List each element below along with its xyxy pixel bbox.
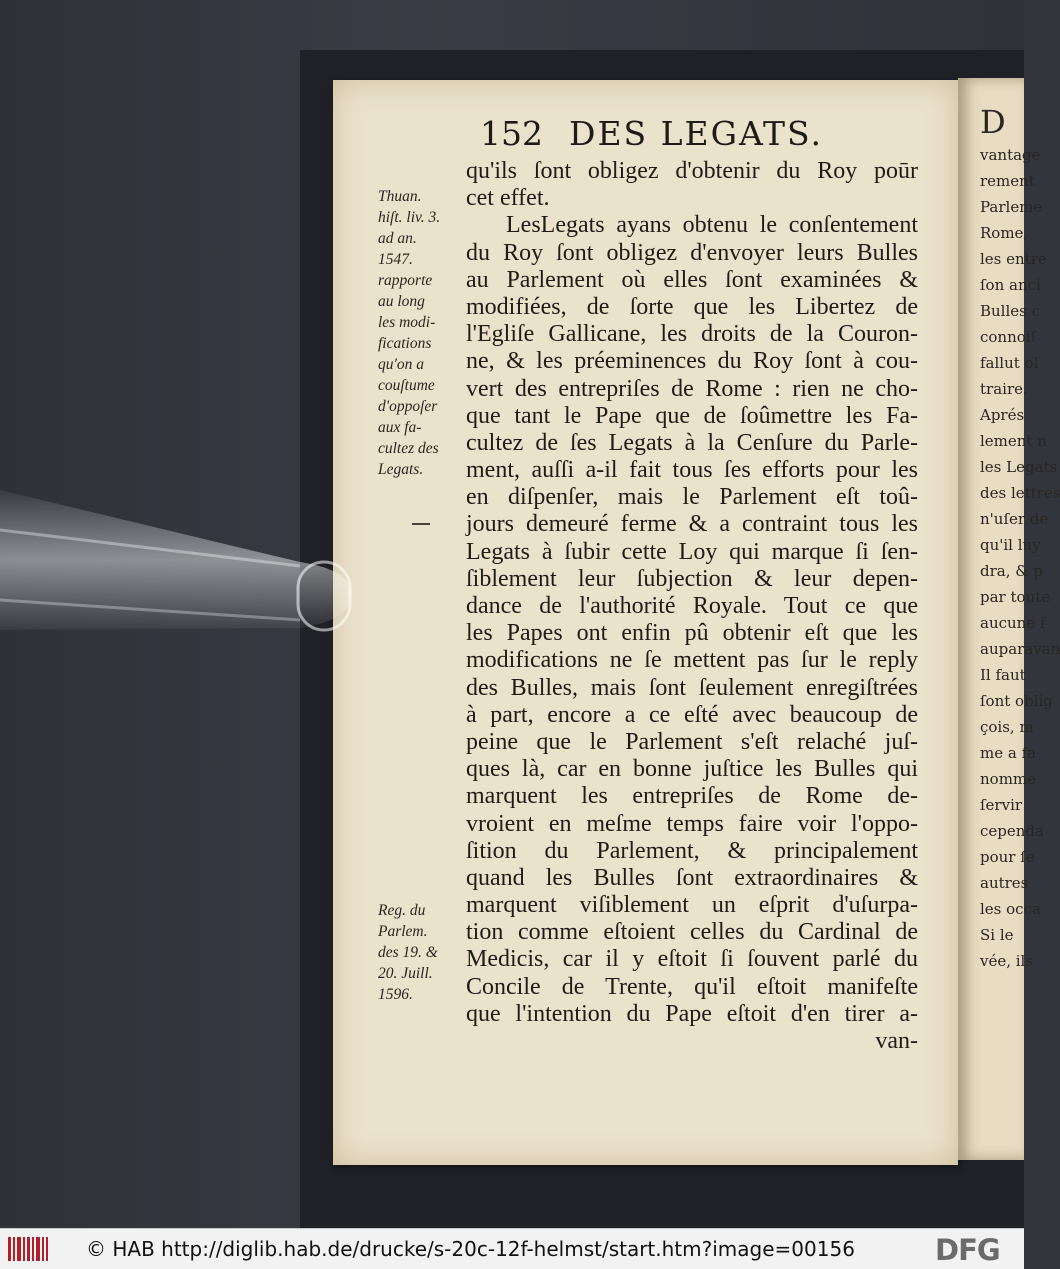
body-line: jours demeuré ferme & a contraint tous les: [466, 511, 918, 538]
body-line: à part, encore a ce eſté avec beaucoup de: [466, 701, 918, 728]
facing-line-fragment: les entre: [980, 250, 1047, 268]
facing-line-fragment: Rome,: [980, 224, 1029, 242]
body-line: vroient en meſme temps faire voir l'oppo-: [466, 810, 918, 837]
facing-line-fragment: ſont oblig: [980, 692, 1053, 710]
body-line: au Parlement où elles ſont examinées &: [466, 266, 918, 293]
facing-line-fragment: lement n: [980, 432, 1047, 450]
margin-note-line: fications: [378, 335, 432, 352]
margin-note-registres: [378, 900, 462, 1005]
body-line: cultez de ſes Legats à la Cenſure du Parle-: [466, 429, 918, 456]
body-line: modifiées, de ſorte que les Libertez de: [466, 293, 918, 320]
body-line: dance de l'authorité Royale. Tout ce que: [466, 593, 918, 619]
body-line: tion comme eſtoient celles du Cardinal de: [466, 919, 918, 946]
facing-line-fragment: Aprés: [980, 406, 1025, 424]
margin-note-line: des 19. &: [378, 944, 438, 961]
body-line: ſiblement leur ſubjection & leur depen-: [466, 565, 918, 592]
margin-note-line: couſtume: [378, 377, 435, 394]
margin-note-line: d'oppoſer: [378, 398, 438, 415]
body-line: Legats à ſubir cette Loy qui marque ſi ſen-: [466, 538, 918, 565]
barcode-icon: [8, 1237, 48, 1261]
body-line: modifications ne ſe mettent pas ſur le reply: [466, 647, 918, 674]
copyright-url[interactable]: © HAB http://diglib.hab.de/drucke/s-20c-12f-helmst/start.htm?image=00156: [86, 1237, 855, 1261]
body-line: que l'intention du Pape eſtoit d'en tirer a-: [466, 1000, 918, 1027]
facing-line-fragment: pour ſe: [980, 848, 1035, 866]
body-line: ſition du Parlement, & principalement: [466, 837, 918, 864]
body-line: quand les Bulles ſont extraordinaires &: [466, 864, 918, 891]
body-line: ques là, car en bonne juſtice les Bulles qui: [466, 756, 918, 783]
facing-line-fragment: nomme: [980, 770, 1037, 788]
facing-line-fragment: des lettres: [980, 484, 1060, 502]
margin-note-line: 1547.: [378, 251, 413, 268]
facing-line-fragment: Bulles c: [980, 302, 1041, 320]
facing-line-fragment: rement: [980, 172, 1035, 190]
margin-note-line: Legats.: [378, 461, 424, 478]
body-line: marquent viſiblement un eſprit d'uſurpa-: [466, 892, 918, 919]
running-head: [480, 114, 880, 154]
book-page-right: [958, 78, 1060, 1160]
body-line: des Bulles, mais ſont ſeulement enregiſtrées: [466, 674, 918, 701]
facing-line-fragment: fallut ol: [980, 354, 1039, 372]
facing-line-fragment: les occa: [980, 900, 1041, 918]
facing-line-fragment: par toute: [980, 588, 1051, 606]
body-line: LesLegats ayans obtenu le conſentement: [506, 212, 918, 239]
body-line: du Roy ſont obligez d'envoyer leurs Bulles: [466, 239, 918, 266]
body-line: ne, & les préeminences du Roy ſont à cou-: [466, 348, 918, 375]
facing-line-fragment: n'uſer de: [980, 510, 1049, 528]
body-line: en diſpenſer, mais le Parlement eſt toû-: [466, 484, 918, 511]
facing-line-fragment: vée, ils: [980, 952, 1034, 970]
body-line: l'Egliſe Gallicane, les droits de la Couron-: [466, 321, 918, 348]
facing-line-fragment: qu'il luy: [980, 536, 1041, 554]
facing-line-fragment: les Legats: [980, 458, 1058, 476]
margin-note-line: cultez des: [378, 440, 439, 457]
margin-note-line: Reg. du: [378, 902, 426, 919]
facing-line-fragment: ſervir: [980, 796, 1023, 814]
margin-note-thuanus: [378, 186, 462, 480]
body-line: les Papes ont enfin pû obtenir eſt que les: [466, 620, 918, 647]
body-line: peine que le Parlement s'eſt relaché juſ-: [466, 728, 918, 755]
margin-note-line: Parlem.: [378, 923, 428, 940]
margin-note-line: 1596.: [378, 986, 413, 1003]
body-line: Concile de Trente, qu'il eſtoit manifeſte: [466, 973, 918, 1000]
facing-line-fragment: cependa: [980, 822, 1044, 840]
facing-line-fragment: aucune f: [980, 614, 1046, 632]
body-line: marquent les entrepriſes de Rome de-: [466, 783, 918, 810]
body-line: vert des entrepriſes de Rome : rien ne cho-: [466, 375, 918, 402]
facing-running-head: D: [980, 103, 1006, 141]
facing-line-fragment: dra, & p: [980, 562, 1043, 580]
page-number: 152: [480, 114, 543, 153]
body-line: van-: [875, 1028, 918, 1054]
margin-note-line: Thuan.: [378, 188, 422, 205]
running-title: DES LEGATS.: [569, 114, 823, 153]
margin-note-line: aux fa-: [378, 419, 422, 436]
margin-note-line: ad an.: [378, 230, 417, 247]
body-line: Medicis, car il y eſtoit ſi ſouvent parlé du: [466, 946, 918, 973]
facing-line-fragment: Si le: [980, 926, 1014, 944]
facing-line-fragment: connoiſ: [980, 328, 1037, 346]
facing-line-fragment: Il faut: [980, 666, 1026, 684]
facing-line-fragment: traire.: [980, 380, 1028, 398]
facing-line-fragment: autres: [980, 874, 1029, 892]
margin-note-line: au long: [378, 293, 425, 310]
facing-line-fragment: vantage: [980, 146, 1041, 164]
facing-line-fragment: ſon anci: [980, 276, 1041, 294]
margin-note-line: hiſt. liv. 3.: [378, 209, 441, 226]
facing-line-fragment: me a fa: [980, 744, 1037, 762]
body-line: ment, auſſi a-il fait tous ſes efforts pour les: [466, 457, 918, 484]
margin-note-line: 20. Juill.: [378, 965, 433, 982]
facing-line-fragment: çois, m: [980, 718, 1034, 736]
body-line: qu'ils ſont obligez d'obtenir du Roy poūr: [466, 158, 918, 184]
margin-dash: [412, 523, 430, 525]
facing-line-fragment: auparavan: [980, 640, 1060, 658]
facing-line-fragment: Parleme: [980, 198, 1043, 216]
margin-note-line: rapporte: [378, 272, 433, 289]
margin-note-line: qu'on a: [378, 356, 424, 373]
body-line: cet effet.: [466, 185, 550, 212]
footer-bar: [0, 1228, 1024, 1269]
margin-note-line: les modi-: [378, 314, 436, 331]
body-text: [466, 158, 918, 1055]
dfg-logo: DFG: [935, 1233, 1000, 1267]
body-line: que tant le Pape que de ſoûmettre les Fa-: [466, 402, 918, 429]
